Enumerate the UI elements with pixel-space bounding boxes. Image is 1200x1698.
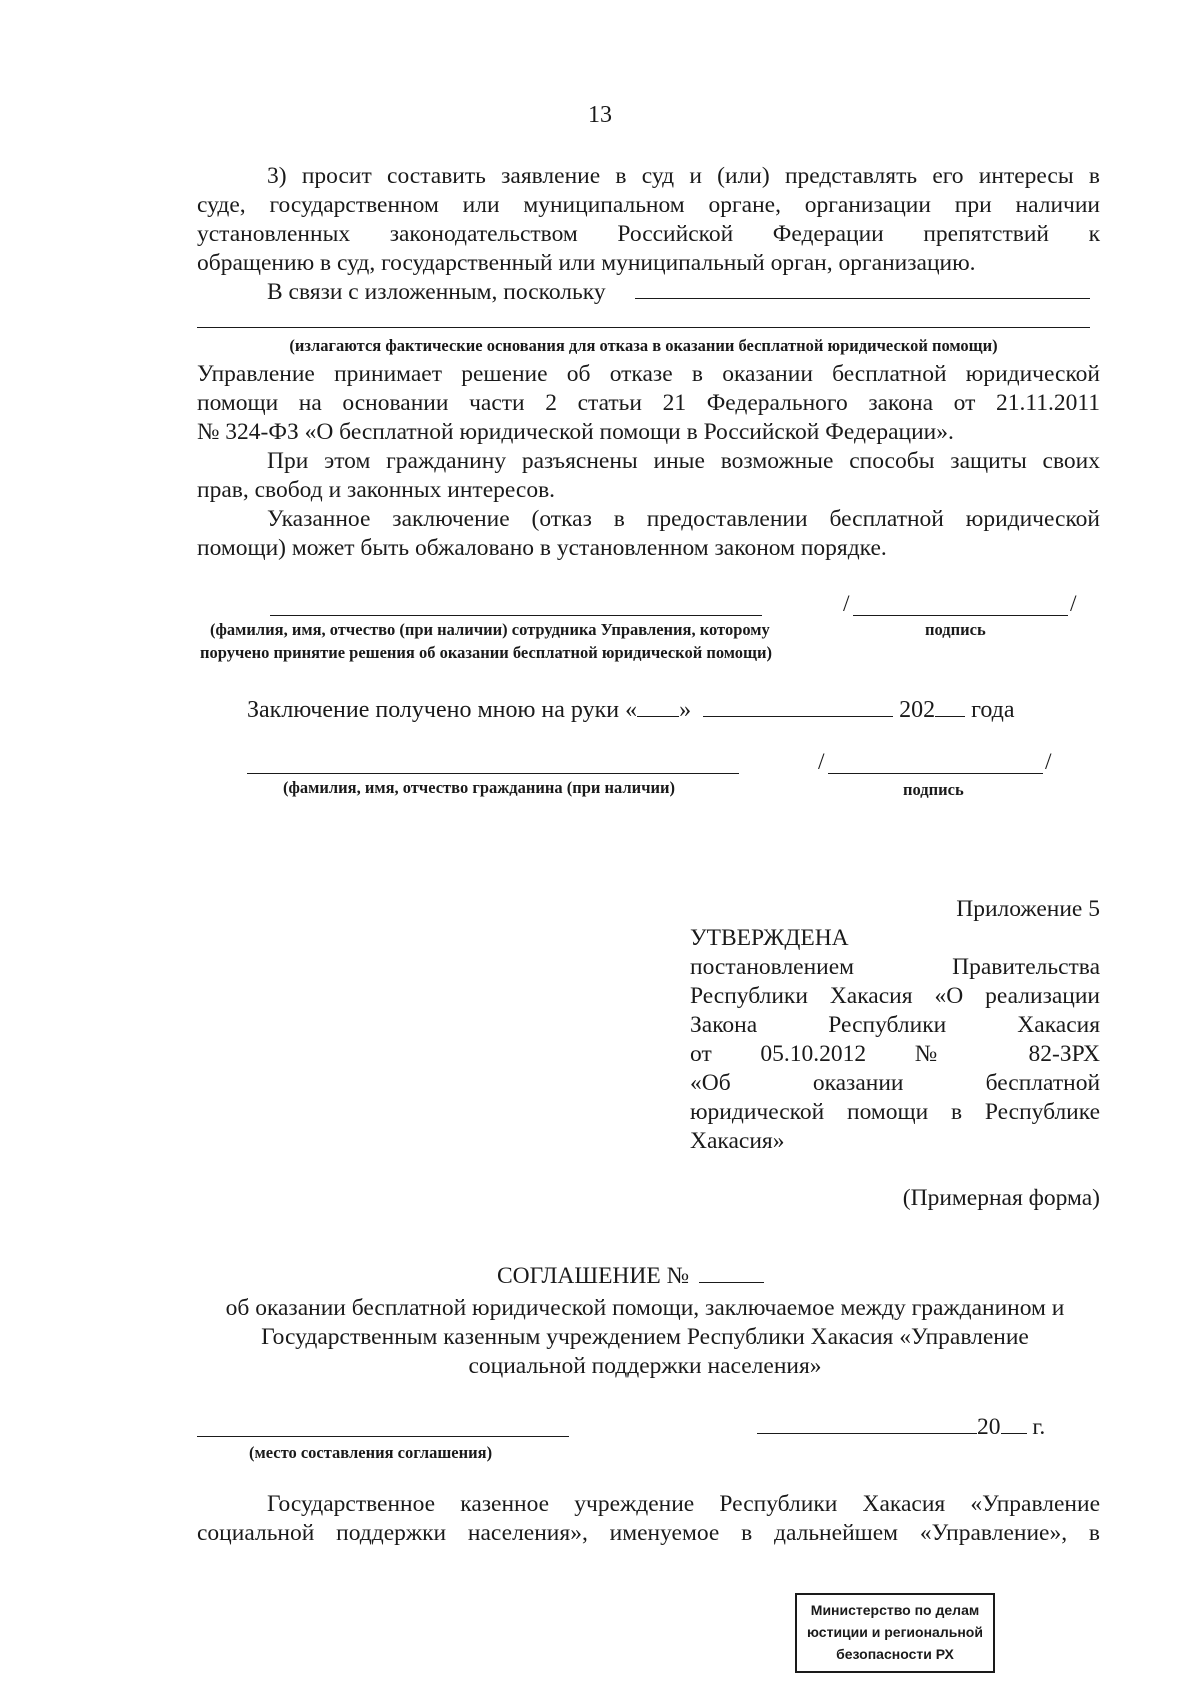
employee-name-line — [270, 615, 762, 616]
employee-caption-line-1: (фамилия, имя, отчество (при наличии) сотрудника Управления, которому — [210, 620, 770, 639]
paragraph-3 — [197, 162, 1100, 278]
received-year-prefix: 202 — [899, 697, 936, 723]
closing-line: Государственное казенное учреждение Республики Хакасия «Управление — [267, 1491, 1100, 1517]
appendix-line — [690, 1011, 1100, 1040]
agreement-subtitle — [170, 1294, 1120, 1381]
agreement-year-suffix: г. — [1032, 1414, 1046, 1440]
employee-signature-line — [853, 615, 1068, 616]
received-day-blank — [637, 694, 679, 717]
appendix-word: бесплатной — [985, 1070, 1101, 1096]
ministry-stamp — [795, 1593, 995, 1673]
agreement-year-prefix: 20 — [977, 1414, 1001, 1440]
agreement-year-blank — [1001, 1411, 1027, 1434]
place-caption: (место составления соглашения) — [249, 1443, 493, 1462]
closing-paragraph — [197, 1490, 1100, 1548]
appendix-word: реализации — [985, 983, 1101, 1009]
stamp-line: Министерство по делам — [810, 1602, 980, 1618]
appendix-title: Приложение 5 — [956, 896, 1100, 922]
paragraph-3-line: установленных законодательством Российской Федерации препятствий к — [197, 221, 1100, 247]
citizen-slash-left: / — [818, 749, 825, 775]
closing-line: социальной поддержки населения», именуемое в дальнейшем «Управление», в — [197, 1520, 1100, 1546]
decision-line: Управление принимает решение об отказе в оказании бесплатной юридической — [197, 361, 1100, 387]
citizen-signature-caption: подпись — [903, 780, 964, 799]
appendix-line — [690, 1040, 1100, 1069]
agreement-title-text: СОГЛАШЕНИЕ № — [497, 1263, 690, 1289]
grounds-fill-line-1 — [635, 298, 1090, 299]
appendix-line — [690, 982, 1100, 1011]
citizen-slash-right: / — [1045, 749, 1052, 775]
stamp-line: юстиции и региональной — [807, 1624, 983, 1640]
appendix-word: оказании — [812, 1070, 904, 1096]
agreement-subtitle-line: социальной поддержки населения» — [468, 1353, 822, 1379]
employee-caption-line-2: поручено принятие решения об оказании бесплатной юридической помощи) — [200, 643, 772, 662]
agreement-title — [497, 1262, 764, 1291]
signature-slash-right: / — [1070, 591, 1077, 617]
page-number: 13 — [588, 102, 612, 128]
agreement-subtitle-line: Государственным казенным учреждением Республики Хакасия «Управление — [261, 1324, 1029, 1350]
appendix-word: Хакасия — [829, 983, 913, 1009]
explained-line: прав, свобод и законных интересов. — [197, 477, 556, 503]
appendix-word: юридической — [690, 1099, 825, 1125]
received-line — [247, 694, 1015, 725]
grounds-caption: (излагаются фактические основания для отказа в оказании бесплатной юридической помощи) — [289, 336, 998, 355]
received-text: Заключение получено мною на руки « — [247, 697, 638, 723]
appeal-paragraph — [197, 505, 1100, 563]
decision-line: № 324-ФЗ «О бесплатной юридической помощи в Российской Федерации». — [197, 419, 954, 445]
received-year-blank — [935, 694, 965, 717]
citizen-signature-line — [828, 773, 1043, 774]
appendix-word: № — [914, 1041, 980, 1067]
appendix-word: Правительства — [952, 954, 1100, 980]
paragraph-3-line: 3) просит составить заявление в суд и (или) представлять его интересы в — [267, 163, 1100, 189]
received-month-blank — [703, 694, 893, 717]
grounds-fill-line-2 — [197, 327, 1090, 328]
appendix-word: от — [690, 1041, 712, 1067]
stamp-line: безопасности РХ — [836, 1646, 954, 1662]
appendix-word: 05.10.2012 — [760, 1041, 867, 1067]
appendix-line — [690, 1069, 1100, 1098]
citizen-name-line — [247, 773, 739, 774]
paragraph-3-line: суде, государственном или муниципальном органе, организации при наличии — [197, 192, 1100, 218]
appendix-word: Закона — [690, 1012, 758, 1038]
explained-line: При этом гражданину разъяснены иные возможные способы защиты своих — [267, 448, 1100, 474]
appendix-word: Хакасия — [1017, 1012, 1101, 1038]
agreement-date — [757, 1411, 1045, 1442]
employee-signature-caption: подпись — [925, 620, 986, 639]
place-line — [197, 1436, 569, 1437]
received-quote-close: » — [679, 697, 692, 723]
in-connection-text: В связи с изложенным, поскольку — [267, 279, 606, 305]
decision-paragraph — [197, 360, 1100, 447]
decision-line: помощи на основании части 2 статьи 21 Федерального закона от 21.11.2011 — [197, 390, 1100, 416]
signature-slash-left: / — [843, 591, 850, 617]
appendix-word: «О — [934, 983, 964, 1009]
appendix-word: «Об — [690, 1070, 731, 1096]
agreement-number-blank — [699, 1262, 764, 1283]
appendix-word: 82-ЗРХ — [1028, 1041, 1100, 1067]
appendix-word: Республики — [690, 983, 808, 1009]
appendix-line — [690, 953, 1100, 982]
appeal-line: помощи) может быть обжаловано в установленном законом порядке. — [197, 535, 887, 561]
agreement-subtitle-line: об оказании бесплатной юридической помощи, заключаемое между гражданином и — [225, 1295, 1065, 1321]
agreement-date-blank — [757, 1411, 977, 1434]
appendix-line — [690, 1098, 1100, 1127]
appendix-last-line: Хакасия» — [690, 1128, 785, 1154]
explained-paragraph — [197, 447, 1100, 505]
paragraph-3-line: обращению в суд, государственный или муниципальный орган, организацию. — [197, 250, 976, 276]
appendix-block — [690, 953, 1100, 1156]
received-year-suffix: года — [971, 697, 1015, 723]
appendix-word: Республике — [984, 1099, 1101, 1125]
appeal-line: Указанное заключение (отказ в предоставлении бесплатной юридической — [267, 506, 1100, 532]
appendix-word: в — [950, 1099, 963, 1125]
appendix-approved: УТВЕРЖДЕНА — [690, 925, 849, 951]
sample-form-label: (Примерная форма) — [902, 1185, 1100, 1211]
appendix-word: помощи — [847, 1099, 929, 1125]
appendix-word: постановлением — [690, 954, 855, 980]
appendix-word: Республики — [828, 1012, 947, 1038]
citizen-caption: (фамилия, имя, отчество гражданина (при наличии) — [283, 778, 676, 797]
